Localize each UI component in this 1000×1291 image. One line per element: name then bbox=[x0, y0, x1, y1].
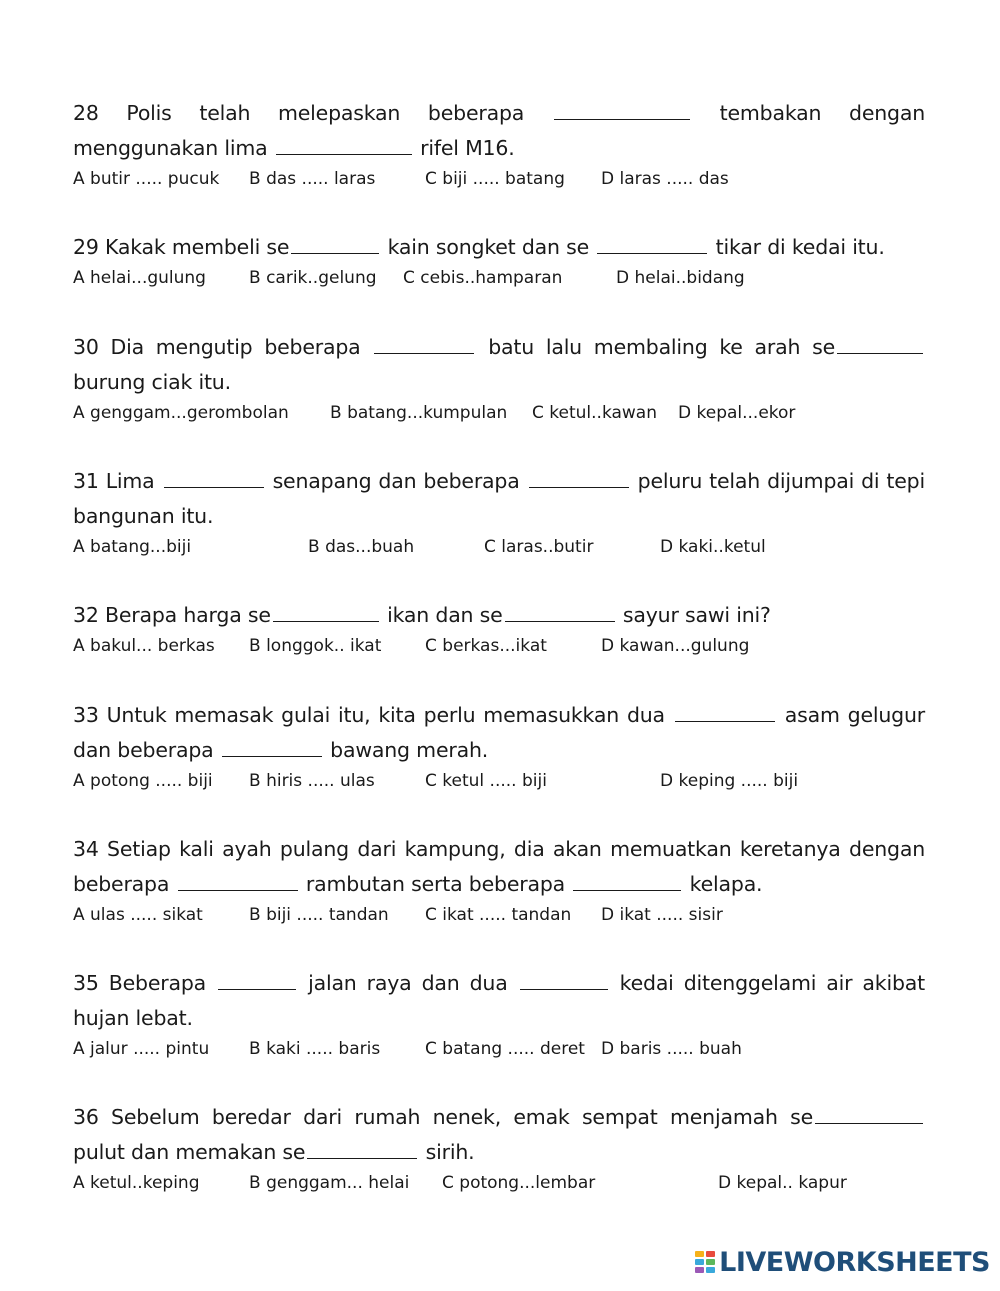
question-33 bbox=[73, 698, 925, 794]
option-b: B das...buah bbox=[308, 537, 415, 557]
question-stem bbox=[73, 96, 925, 166]
stem-text-1: 35 Beberapa bbox=[73, 971, 206, 995]
question-stem bbox=[73, 464, 925, 534]
answer-blank-1[interactable] bbox=[291, 233, 379, 254]
question-stem bbox=[73, 698, 925, 768]
answer-blank-1[interactable] bbox=[675, 701, 775, 722]
stem-text-2: asam gelugur dan beberapa bbox=[73, 703, 925, 762]
stem-text-1: 32 Berapa harga se bbox=[73, 603, 271, 627]
option-b: B biji ..... tandan bbox=[249, 905, 389, 925]
answer-blank-2[interactable] bbox=[307, 1138, 417, 1159]
options-row bbox=[73, 400, 925, 426]
option-c: C berkas...ikat bbox=[425, 636, 547, 656]
answer-blank-1[interactable] bbox=[273, 601, 379, 622]
liveworksheets-logo[interactable] bbox=[694, 1247, 990, 1277]
question-36 bbox=[73, 1100, 925, 1196]
option-b: B hiris ..... ulas bbox=[249, 771, 375, 791]
stem-text-2: ikan dan se bbox=[387, 603, 503, 627]
stem-text-1: 29 Kakak membeli se bbox=[73, 235, 290, 259]
option-d: D keping ..... biji bbox=[660, 771, 799, 791]
option-d: D baris ..... buah bbox=[601, 1039, 742, 1059]
stem-text-3: sirih. bbox=[425, 1140, 475, 1164]
stem-text-2: kain songket dan se bbox=[387, 235, 590, 259]
option-d: D kepal.. kapur bbox=[718, 1173, 847, 1193]
answer-blank-1[interactable] bbox=[374, 333, 474, 354]
option-a: A genggam...gerombolan bbox=[73, 403, 289, 423]
option-c: C ketul ..... biji bbox=[425, 771, 547, 791]
answer-blank-1[interactable] bbox=[815, 1103, 923, 1124]
option-d: D kawan...gulung bbox=[601, 636, 750, 656]
stem-text-1: 34 Setiap kali ayah pulang dari kampung, dia akan memuatkan keretanya dengan beberapa bbox=[73, 837, 925, 896]
liveworksheets-logo-icon bbox=[694, 1250, 716, 1274]
question-35 bbox=[73, 966, 925, 1062]
option-a: A helai...gulung bbox=[73, 268, 206, 288]
option-a: A jalur ..... pintu bbox=[73, 1039, 210, 1059]
question-29 bbox=[73, 230, 925, 291]
answer-blank-1[interactable] bbox=[164, 467, 264, 488]
options-row bbox=[73, 265, 925, 291]
stem-text-1: 31 Lima bbox=[73, 469, 155, 493]
stem-text-3: burung ciak itu. bbox=[73, 370, 231, 394]
question-30 bbox=[73, 330, 925, 426]
stem-text-1: 30 Dia mengutip beberapa bbox=[73, 335, 361, 359]
option-c: C laras..butir bbox=[484, 537, 594, 557]
answer-blank-2[interactable] bbox=[529, 467, 629, 488]
stem-text-3: kedai ditenggelami air akibat hujan lebat. bbox=[73, 971, 925, 1030]
liveworksheets-logo-text: LIVEWORKSHEETS bbox=[719, 1246, 990, 1278]
stem-text-2: batu lalu membaling ke arah se bbox=[488, 335, 835, 359]
option-a: A batang...biji bbox=[73, 537, 192, 557]
answer-blank-2[interactable] bbox=[276, 134, 412, 155]
options-row bbox=[73, 534, 925, 560]
question-stem bbox=[73, 230, 925, 265]
option-d: D laras ..... das bbox=[601, 169, 729, 189]
option-c: C biji ..... batang bbox=[425, 169, 565, 189]
option-b: B das ..... laras bbox=[249, 169, 376, 189]
options-row bbox=[73, 768, 925, 794]
option-a: A butir ..... pucuk bbox=[73, 169, 220, 189]
stem-text-2: senapang dan beberapa bbox=[272, 469, 520, 493]
answer-blank-2[interactable] bbox=[573, 870, 681, 891]
stem-text-3: rifel M16. bbox=[420, 136, 515, 160]
options-row bbox=[73, 902, 925, 928]
answer-blank-2[interactable] bbox=[222, 736, 322, 757]
answer-blank-2[interactable] bbox=[505, 601, 615, 622]
option-a: A ketul..keping bbox=[73, 1173, 200, 1193]
stem-text-2: rambutan serta beberapa bbox=[305, 872, 566, 896]
stem-text-3: bawang merah. bbox=[330, 738, 489, 762]
option-c: C potong...lembar bbox=[442, 1173, 596, 1193]
stem-text-2: tembakan dengan menggunakan lima bbox=[73, 101, 925, 160]
option-a: A potong ..... biji bbox=[73, 771, 213, 791]
option-b: B longgok.. ikat bbox=[249, 636, 382, 656]
stem-text-1: 33 Untuk memasak gulai itu, kita perlu memasukkan dua bbox=[73, 703, 665, 727]
answer-blank-1[interactable] bbox=[178, 870, 298, 891]
options-row bbox=[73, 1036, 925, 1062]
option-c: C batang ..... deret bbox=[425, 1039, 585, 1059]
answer-blank-1[interactable] bbox=[554, 99, 690, 120]
stem-text-1: 28 Polis telah melepaskan beberapa bbox=[73, 101, 525, 125]
answer-blank-2[interactable] bbox=[597, 233, 707, 254]
option-d: D kepal...ekor bbox=[678, 403, 796, 423]
option-d: D helai..bidang bbox=[616, 268, 745, 288]
stem-text-3: sayur sawi ini? bbox=[622, 603, 771, 627]
question-stem bbox=[73, 330, 925, 400]
answer-blank-2[interactable] bbox=[837, 333, 923, 354]
question-stem bbox=[73, 598, 925, 633]
stem-text-1: 36 Sebelum beredar dari rumah nenek, emak sempat menjamah se bbox=[73, 1105, 813, 1129]
question-34 bbox=[73, 832, 925, 928]
question-31 bbox=[73, 464, 925, 560]
stem-text-2: jalan raya dan dua bbox=[308, 971, 508, 995]
options-row bbox=[73, 166, 925, 192]
answer-blank-2[interactable] bbox=[520, 969, 608, 990]
stem-text-3: tikar di kedai itu. bbox=[715, 235, 885, 259]
option-b: B carik..gelung bbox=[249, 268, 377, 288]
options-row bbox=[73, 1170, 925, 1196]
option-b: B genggam... helai bbox=[249, 1173, 410, 1193]
option-c: C ketul..kawan bbox=[532, 403, 658, 423]
question-stem bbox=[73, 1100, 925, 1170]
option-b: B kaki ..... baris bbox=[249, 1039, 381, 1059]
question-28 bbox=[73, 96, 925, 192]
option-a: A bakul... berkas bbox=[73, 636, 215, 656]
question-stem bbox=[73, 966, 925, 1036]
stem-text-2: pulut dan memakan se bbox=[73, 1140, 306, 1164]
answer-blank-1[interactable] bbox=[218, 969, 296, 990]
stem-text-3: kelapa. bbox=[689, 872, 763, 896]
option-d: D kaki..ketul bbox=[660, 537, 766, 557]
option-d: D ikat ..... sisir bbox=[601, 905, 723, 925]
question-32 bbox=[73, 598, 925, 659]
option-c: C cebis..hamparan bbox=[403, 268, 563, 288]
stem-text-3: peluru telah dijumpai di tepi bangunan itu. bbox=[73, 469, 925, 528]
option-a: A ulas ..... sikat bbox=[73, 905, 203, 925]
question-stem bbox=[73, 832, 925, 902]
option-b: B batang...kumpulan bbox=[330, 403, 508, 423]
options-row bbox=[73, 633, 925, 659]
option-c: C ikat ..... tandan bbox=[425, 905, 572, 925]
